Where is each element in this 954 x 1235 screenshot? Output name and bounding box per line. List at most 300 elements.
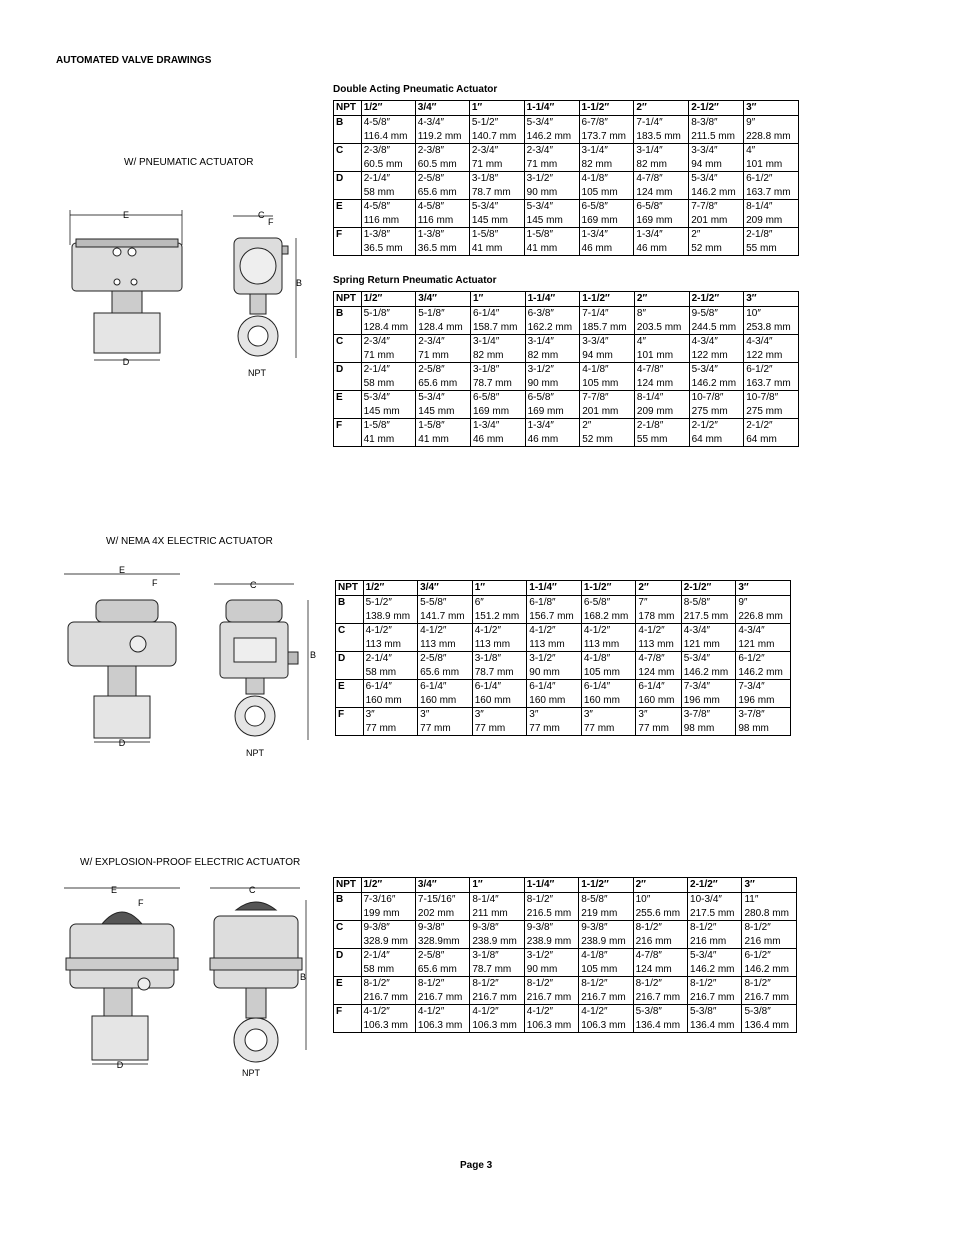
column-header: 3/4″	[418, 581, 473, 596]
inch-value: 4-1/2″	[526, 1006, 554, 1017]
row-label: B	[334, 893, 362, 921]
inch-value: 8-5/8″	[683, 597, 711, 608]
inch-value: 4-1/8″	[581, 950, 608, 961]
table-cell	[636, 708, 681, 736]
mm-value: 160 mm	[420, 694, 457, 706]
mm-value: 122 mm	[746, 349, 783, 361]
mm-value: 238.9 mm	[526, 935, 572, 947]
table-cell	[581, 652, 636, 680]
inch-value: 1-3/4″	[472, 420, 500, 431]
inch-value: 6-1/8″	[529, 597, 556, 608]
mm-value: 124 mm	[636, 377, 674, 389]
table-cell	[470, 921, 524, 949]
pneumatic-front-drawing	[62, 205, 192, 365]
inch-value: 1-5/8″	[526, 229, 554, 240]
nema-side-drawing	[210, 580, 320, 760]
table-cell	[415, 921, 469, 949]
inch-value: 9-3/8″	[417, 922, 445, 933]
mm-value: 216 mm	[690, 935, 727, 947]
table-row	[334, 335, 799, 363]
mm-value: 58 mm	[365, 666, 397, 678]
table-cell	[689, 363, 744, 391]
column-header: 1-1/2″	[579, 101, 634, 116]
inch-value: 7-15/16″	[417, 894, 456, 905]
mm-value: 101 mm	[636, 349, 674, 361]
table-cell	[688, 1005, 742, 1033]
inch-value: 5-3/8″	[690, 1006, 717, 1017]
mm-value: 90 mm	[526, 186, 558, 198]
table-cell	[361, 1005, 415, 1033]
mm-value: 216 mm	[635, 935, 672, 947]
inch-value: 7″	[638, 597, 648, 608]
table-cell	[634, 144, 689, 172]
mm-value: 216.7 mm	[690, 991, 735, 1003]
column-header: 1-1/4″	[524, 101, 579, 116]
mm-value: 145 mm	[471, 214, 508, 226]
mm-value: 146.2 mm	[690, 963, 735, 975]
inch-value: 6-5/8″	[527, 392, 554, 403]
mm-value: 217.5 mm	[690, 907, 735, 919]
mm-value: 105 mm	[581, 186, 618, 198]
mm-value: 136.4 mm	[744, 1019, 789, 1031]
column-header: NPT	[336, 581, 364, 596]
table-cell	[470, 1005, 524, 1033]
table-row	[334, 1005, 797, 1033]
npt-label: NPT	[246, 748, 264, 758]
inch-value: 4-1/8″	[583, 653, 611, 664]
inch-value: 2-1/4″	[363, 173, 391, 184]
table-cell	[580, 335, 635, 363]
inch-value: 6-1/4″	[529, 681, 556, 692]
mm-value: 124 mm	[638, 666, 675, 678]
table-cell	[361, 144, 415, 172]
table-cell	[524, 144, 579, 172]
inch-value: 1-5/8″	[471, 229, 499, 240]
row-label: F	[334, 228, 362, 256]
inch-value: 7-3/4″	[738, 681, 765, 692]
table-cell	[681, 624, 736, 652]
mm-value: 121 mm	[738, 638, 775, 650]
column-header: 2-1/2″	[689, 101, 744, 116]
mm-value: 216.7 mm	[472, 991, 517, 1003]
mm-value: 128.4 mm	[363, 321, 409, 333]
inch-value: 6-1/4″	[420, 681, 447, 692]
table-cell	[472, 624, 527, 652]
table-cell	[524, 949, 578, 977]
mm-value: 122 mm	[691, 349, 728, 361]
table-cell	[689, 307, 744, 335]
table-cell	[580, 419, 635, 447]
table-cell	[416, 307, 471, 335]
inch-value: 2-1/4″	[365, 653, 392, 664]
table-cell	[469, 200, 524, 228]
inch-value: 4-1/2″	[417, 1006, 445, 1017]
inch-value: 5-5/8″	[420, 597, 447, 608]
mm-value: 90 mm	[526, 963, 558, 975]
inch-value: 9-5/8″	[691, 308, 718, 319]
table-cell	[742, 949, 797, 977]
table-cell	[469, 144, 524, 172]
table-cell	[416, 363, 471, 391]
table-cell	[744, 200, 799, 228]
mm-value: 82 mm	[472, 349, 504, 361]
mm-value: 41 mm	[418, 433, 449, 445]
inch-value: 4-7/8″	[635, 950, 662, 961]
table-cell	[527, 652, 582, 680]
table-row	[334, 200, 799, 228]
mm-value: 101 mm	[746, 158, 783, 170]
table-cell	[363, 680, 418, 708]
inch-value: 4-1/8″	[582, 364, 609, 375]
mm-value: 36.5 mm	[417, 242, 457, 254]
table-cell	[415, 949, 469, 977]
mm-value: 71 mm	[471, 158, 503, 170]
explosion-proof-side-drawing	[206, 880, 316, 1080]
column-header: 3/4″	[415, 878, 469, 893]
table-cell	[581, 624, 636, 652]
table-row	[334, 391, 799, 419]
inch-value: 8-5/8″	[581, 894, 608, 905]
inch-value: 8-1/2″	[526, 978, 554, 989]
inch-value: 2-1/8″	[746, 229, 773, 240]
mm-value: 138.9 mm	[365, 610, 411, 622]
table-cell	[418, 624, 473, 652]
mm-value: 98 mm	[738, 722, 769, 734]
mm-value: 203.5 mm	[636, 321, 682, 333]
table-cell	[527, 596, 582, 624]
mm-value: 46 mm	[527, 433, 559, 445]
table-cell	[470, 419, 525, 447]
mm-value: 169 mm	[527, 405, 564, 417]
mm-value: 36.5 mm	[363, 242, 403, 254]
inch-value: 11″	[744, 894, 759, 905]
table-cell	[472, 708, 527, 736]
mm-value: 82 mm	[527, 349, 559, 361]
table-header-row	[334, 101, 799, 116]
mm-value: 116 mm	[417, 214, 454, 226]
mm-value: 106.3 mm	[417, 1019, 463, 1031]
inch-value: 5-3/4″	[690, 950, 717, 961]
table-cell	[579, 949, 633, 977]
row-label: B	[334, 116, 362, 144]
inch-value: 3″	[474, 709, 484, 720]
mm-value: 216 mm	[744, 935, 781, 947]
table-cell	[633, 921, 687, 949]
mm-value: 146.2 mm	[691, 186, 736, 198]
mm-value: 201 mm	[691, 214, 728, 226]
inch-value: 9″	[738, 597, 748, 608]
table-cell	[634, 419, 689, 447]
inch-value: 3-1/2″	[526, 950, 554, 961]
table-cell	[363, 596, 418, 624]
inch-value: 6-1/2″	[746, 364, 773, 375]
inch-value: 5-3/8″	[744, 1006, 771, 1017]
mm-value: 217.5 mm	[683, 610, 729, 622]
table-cell	[524, 893, 578, 921]
dim-c-label: C	[258, 210, 265, 220]
column-header: 1/2″	[361, 101, 415, 116]
table-row	[334, 307, 799, 335]
explosion-proof-front-drawing	[58, 880, 188, 1080]
mm-value: 90 mm	[529, 666, 560, 678]
inch-value: 6-1/4″	[474, 681, 502, 692]
table-row	[334, 977, 797, 1005]
mm-value: 216.7 mm	[363, 991, 408, 1003]
table-cell	[579, 144, 634, 172]
explosion-proof-drawing-label: W/ EXPLOSION-PROOF ELECTRIC ACTUATOR	[80, 857, 301, 868]
inch-value: 7-3/16″	[363, 894, 396, 905]
pneumatic-side-drawing	[228, 208, 308, 378]
mm-value: 46 mm	[636, 242, 667, 254]
table-cell	[634, 391, 689, 419]
column-header: NPT	[334, 292, 362, 307]
inch-value: 1-3/4″	[636, 229, 663, 240]
mm-value: 41 mm	[363, 433, 395, 445]
mm-value: 160 mm	[365, 694, 402, 706]
mm-value: 280.8 mm	[744, 907, 789, 919]
inch-value: 6-1/4″	[365, 681, 392, 692]
inch-value: 3-1/4″	[527, 336, 554, 347]
mm-value: 160 mm	[583, 694, 620, 706]
mm-value: 106.3 mm	[363, 1019, 408, 1031]
table-cell	[636, 680, 681, 708]
mm-value: 46 mm	[472, 433, 504, 445]
row-label: F	[334, 419, 362, 447]
inch-value: 1-3/8″	[417, 229, 445, 240]
inch-value: 2-1/4″	[363, 364, 390, 375]
inch-value: 10-3/4″	[690, 894, 722, 905]
table-cell	[579, 200, 634, 228]
mm-value: 78.7 mm	[474, 666, 514, 678]
row-label: B	[336, 596, 364, 624]
table-cell	[681, 652, 736, 680]
table-row	[336, 596, 791, 624]
inch-value: 6-3/8″	[527, 308, 554, 319]
row-label: C	[334, 921, 362, 949]
table-cell	[361, 200, 415, 228]
table-cell	[361, 977, 415, 1005]
inch-value: 5-3/4″	[683, 653, 711, 664]
mm-value: 113 mm	[529, 638, 565, 650]
mm-value: 98 mm	[683, 722, 715, 734]
table-row	[334, 419, 799, 447]
inch-value: 3″	[638, 709, 648, 720]
dim-e-label: E	[122, 210, 130, 220]
npt-label: NPT	[248, 368, 266, 378]
inch-value: 8-1/2″	[744, 978, 771, 989]
mm-value: 77 mm	[529, 722, 560, 734]
table-cell	[363, 652, 418, 680]
dim-b-label: B	[300, 972, 307, 982]
table-cell	[744, 116, 799, 144]
mm-value: 140.7 mm	[471, 130, 517, 142]
column-header: 1-1/2″	[581, 581, 636, 596]
inch-value: 7-1/4″	[636, 117, 663, 128]
table-cell	[361, 949, 415, 977]
double-acting-caption: Double Acting Pneumatic Actuator	[333, 84, 498, 95]
inch-value: 2-1/2″	[691, 420, 718, 431]
mm-value: 160 mm	[474, 694, 511, 706]
row-label: E	[334, 200, 362, 228]
row-label: C	[336, 624, 364, 652]
inch-value: 3″	[365, 709, 375, 720]
mm-value: 255.6 mm	[635, 907, 681, 919]
column-header: 1″	[469, 101, 524, 116]
inch-value: 4-3/4″	[683, 625, 711, 636]
mm-value: 77 mm	[638, 722, 669, 734]
table-cell	[634, 116, 689, 144]
mm-value: 169 mm	[472, 405, 510, 417]
table-cell	[415, 200, 469, 228]
table-cell	[736, 652, 791, 680]
mm-value: 185.7 mm	[582, 321, 627, 333]
mm-value: 71 mm	[418, 349, 449, 361]
mm-value: 71 mm	[526, 158, 558, 170]
inch-value: 8-1/2″	[526, 894, 554, 905]
inch-value: 4-1/2″	[363, 1006, 390, 1017]
row-label: B	[334, 307, 362, 335]
mm-value: 113 mm	[365, 638, 401, 650]
table-cell	[415, 172, 469, 200]
table-cell	[689, 335, 744, 363]
table-cell	[634, 228, 689, 256]
table-cell	[415, 977, 469, 1005]
table-cell	[580, 391, 635, 419]
inch-value: 7-7/8″	[582, 392, 609, 403]
mm-value: 119.2 mm	[417, 130, 462, 142]
mm-value: 169 mm	[636, 214, 673, 226]
dim-d-label: D	[116, 1060, 124, 1070]
inch-value: 6-1/4″	[583, 681, 611, 692]
mm-value: 146.2 mm	[526, 130, 572, 142]
inch-value: 4-7/8″	[638, 653, 665, 664]
mm-value: 162.2 mm	[527, 321, 573, 333]
inch-value: 1-3/4″	[527, 420, 554, 431]
inch-value: 3-3/4″	[691, 145, 718, 156]
inch-value: 8-1/2″	[690, 978, 717, 989]
nema-drawing-label: W/ NEMA 4X ELECTRIC ACTUATOR	[106, 536, 273, 547]
row-label: C	[334, 144, 362, 172]
table-cell	[579, 893, 633, 921]
table-cell	[579, 921, 633, 949]
mm-value: 216.7 mm	[581, 991, 626, 1003]
table-cell	[681, 708, 736, 736]
mm-value: 226.8 mm	[738, 610, 783, 622]
mm-value: 105 mm	[581, 963, 618, 975]
column-header: 3″	[742, 878, 797, 893]
mm-value: 52 mm	[582, 433, 613, 445]
double-acting-table	[333, 100, 799, 256]
table-cell	[527, 624, 582, 652]
mm-value: 168.2 mm	[583, 610, 629, 622]
inch-value: 8-1/4″	[472, 894, 499, 905]
inch-value: 2-5/8″	[417, 173, 445, 184]
table-cell	[361, 419, 416, 447]
table-cell	[742, 893, 797, 921]
table-cell	[416, 419, 471, 447]
mm-value: 77 mm	[474, 722, 506, 734]
inch-value: 4-1/2″	[420, 625, 447, 636]
mm-value: 146.2 mm	[683, 666, 729, 678]
spring-return-caption: Spring Return Pneumatic Actuator	[333, 275, 497, 286]
inch-value: 4″	[636, 336, 647, 347]
inch-value: 8-1/2″	[417, 978, 445, 989]
inch-value: 4-1/2″	[472, 1006, 499, 1017]
inch-value: 4-5/8″	[363, 117, 391, 128]
mm-value: 82 mm	[581, 158, 613, 170]
table-cell	[742, 1005, 797, 1033]
table-cell	[633, 1005, 687, 1033]
table-cell	[415, 228, 469, 256]
row-label: D	[334, 172, 362, 200]
inch-value: 4-3/4″	[746, 336, 773, 347]
table-cell	[736, 624, 791, 652]
mm-value: 55 mm	[636, 433, 668, 445]
table-cell	[579, 228, 634, 256]
inch-value: 10-7/8″	[746, 392, 779, 403]
table-cell	[579, 1005, 633, 1033]
mm-value: 60.5 mm	[417, 158, 457, 170]
table-cell	[736, 708, 791, 736]
table-row	[334, 893, 797, 921]
inch-value: 1-5/8″	[363, 420, 390, 431]
mm-value: 82 mm	[636, 158, 667, 170]
table-cell	[361, 335, 416, 363]
table-row	[336, 708, 791, 736]
column-header: 1-1/2″	[580, 292, 635, 307]
table-cell	[744, 391, 799, 419]
table-cell	[579, 172, 634, 200]
mm-value: 145 mm	[526, 214, 563, 226]
mm-value: 77 mm	[420, 722, 451, 734]
mm-value: 328.9 mm	[363, 935, 408, 947]
dim-f-label: F	[152, 578, 158, 588]
mm-value: 141.7 mm	[420, 610, 465, 622]
table-cell	[415, 893, 469, 921]
mm-value: 124 mm	[635, 963, 672, 975]
inch-value: 2″	[582, 420, 592, 431]
inch-value: 3″	[420, 709, 430, 720]
inch-value: 5-1/8″	[363, 308, 390, 319]
inch-value: 3″	[583, 709, 593, 720]
table-cell	[689, 228, 744, 256]
table-row	[336, 652, 791, 680]
column-header: 1″	[470, 878, 524, 893]
table-cell	[415, 144, 469, 172]
mm-value: 169 mm	[581, 214, 618, 226]
table-cell	[470, 977, 524, 1005]
nema-front-drawing	[58, 566, 188, 746]
inch-value: 6-1/2″	[744, 950, 771, 961]
row-label: F	[336, 708, 364, 736]
inch-value: 8-1/2″	[635, 978, 662, 989]
table-cell	[636, 624, 681, 652]
table-cell	[524, 200, 579, 228]
table-cell	[688, 977, 742, 1005]
row-label: E	[334, 977, 362, 1005]
mm-value: 209 mm	[746, 214, 783, 226]
column-header: 1″	[470, 292, 525, 307]
column-header: 2″	[634, 101, 689, 116]
table-row	[334, 144, 799, 172]
table-cell	[689, 419, 744, 447]
table-cell	[525, 419, 580, 447]
table-cell	[736, 680, 791, 708]
inch-value: 4-3/4″	[738, 625, 765, 636]
table-cell	[634, 172, 689, 200]
table-cell	[744, 335, 799, 363]
column-header: 3″	[744, 101, 799, 116]
